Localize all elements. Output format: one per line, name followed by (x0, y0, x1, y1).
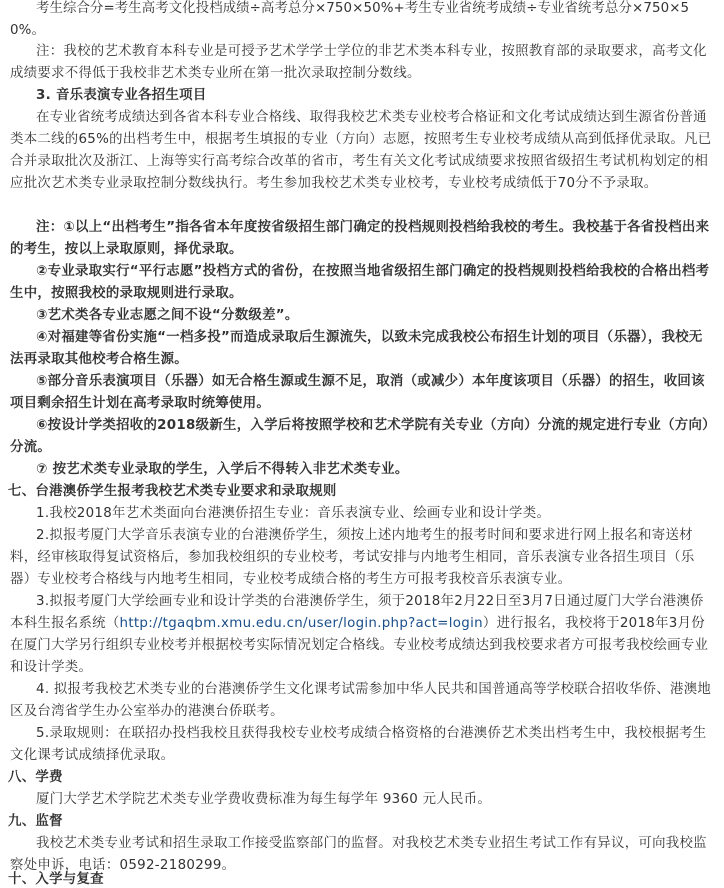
tuition-fee-text: 厦门大学艺术学院艺术类专业学费收费标准为每生每学年 9360 元人民币。 (36, 792, 492, 807)
section-7-heading: 七、台港澳侨学生报考我校艺术类专业要求和录取规则 (8, 484, 337, 499)
section-8-heading: 八、学费 (8, 770, 63, 785)
note-1: 注：①以上“出档考生”指各省本年度按省级招生部门确定的投档规则投档给我校的考生。我校基于各省投档出来的考生，按以上录取原则，择优录取。 (10, 220, 710, 257)
heading-music-performance: 3. 音乐表演专业各招生项目 (36, 88, 207, 103)
formula-paragraph: 考生综合分=考生高考文化投档成绩÷高考总分×750×50%+考生专业省统考成绩÷专业省统考总分×750×50%。 (10, 1, 690, 38)
note-7: ⑦ 按艺术类专业录取的学生，入学后不得转入非艺术类专业。 (36, 462, 409, 477)
supervision-text: 我校艺术类专业考试和招生录取工作接受监察部门的监督。对我校艺术类专业招生考试工作有异议，可向我校监察处申诉，电话：0592-2180299。 (10, 836, 707, 873)
section-10-heading: 十、入学与复查 (8, 872, 104, 887)
art-education-note: 注：我校的艺术教育本科专业是可授予艺术学学士学位的非艺术类本科专业，按照教育部的录取要求，高考文化成绩要求不得低于我校非艺术类专业所在第一批次录取控制分数线。 (10, 44, 707, 81)
section-7-item-2: 2.拟报考厦门大学音乐表演专业的台港澳侨学生，须按上述内地考生的报考时间和要求进行网上报名和寄送材料，经审核取得复试资格后，参加我校组织的专业校考，考试安排与内地考生相同，音乐表演专业各招生项目（乐器）专业校考合格线与内地考生相同，专业校考成绩合格的考生方可报考我校音乐表演专业。 (10, 528, 695, 587)
registration-system-link[interactable]: http://tgaqbm.xmu.edu.cn/user/login.php?act=login (119, 616, 483, 631)
section-7-item-5: 5.录取规则：在联招办投档我校且获得我校专业校考成绩合格资格的台港澳侨艺术类出档考生中，我校根据考生文化课考试成绩择优录取。 (10, 726, 707, 763)
note-4: ④对福建等省份实施“一档多投”而造成录取后生源流失，以致未完成我校公布招生计划的项目（乐器），我校无法再录取其他校考合格生源。 (10, 330, 703, 367)
note-3: ③艺术类各专业志愿之间不设“分数级差”。 (36, 308, 299, 323)
section-7-item-4: 4. 拟报考我校艺术类专业的台港澳侨学生文化课考试需参加中华人民共和国普通高等学校联合招收华侨、港澳地区及台湾省学生办公室举办的港澳台侨联考。 (10, 682, 712, 719)
note-6: ⑥按设计学类招收的2018级新生，入学后将按照学校和艺术学院有关专业（方向）分流的规定进行专业（方向）分流。 (10, 418, 710, 455)
section-7-item-3 (10, 591, 714, 679)
section-7-item-1: 1.我校2018年艺术类面向台港澳侨招生专业：音乐表演专业、绘画专业和设计学类。 (36, 506, 551, 521)
note-2: ②专业录取实行“平行志愿”投档方式的省份，在按照当地省级招生部门确定的投档规则投档给我校的合格出档考生中，按照我校的录取规则进行录取。 (10, 264, 710, 301)
section-9-heading: 九、监督 (8, 814, 63, 829)
item-3-text-b: ）进行报名，我校将于2018年3月份在厦门大学另行组织专业校考并根据校考实际情况划定合格线。专业校考成绩达到我校要求者方可报考我校绘画专业和设计学类。 (10, 616, 709, 675)
item-3-text-a: 3.拟报考厦门大学绘画专业和设计学类的台港澳侨学生，须于2018年2月22日至3月7日通过厦门大学台港澳侨本科生报名系统（ (10, 594, 704, 631)
note-5: ⑤部分音乐表演项目（乐器）如无合格生源或生源不足，取消（或减少）本年度该项目（乐器）的招生，收回该项目剩余招生计划在高考录取时统筹使用。 (10, 374, 705, 411)
music-admission-rule: 在专业省统考成绩达到各省本科专业合格线、取得我校艺术类专业校考合格证和文化考试成绩达到生源省份普通类本二线的65%的出档考生中，根据考生填报的专业（方向）志愿，按照考生专业校考成绩从高到低择优录取。凡已合并录取批次及浙江、上海等实行高考综合改革的省市，考生有关文化考试成绩要求按照省级招生考试机构划定的相应批次艺术类专业录取控制分数线执行。考生参加我校艺术类专业校考，专业校考成绩低于70分不予录取。 (10, 110, 712, 191)
